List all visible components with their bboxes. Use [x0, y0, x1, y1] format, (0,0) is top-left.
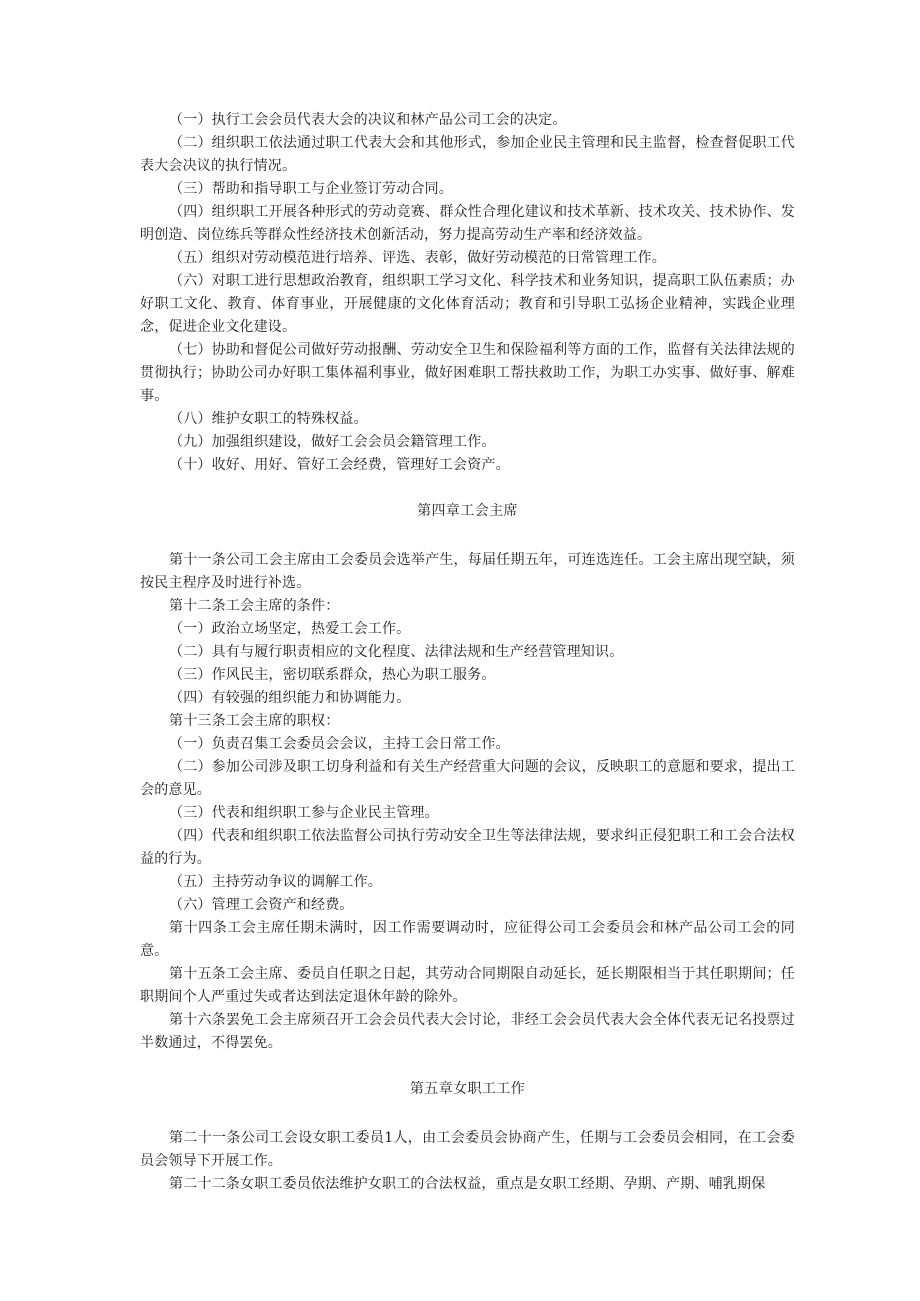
- chapter-4-heading: 第四章工会主席: [417, 503, 518, 519]
- article-13-item-2: （二）参加公司涉及职工切身利益和有关生产经营重大问题的会议，反映职工的意愿和要求，提出工会的意见。: [140, 759, 795, 798]
- duty-item-4: （四）组织职工开展各种形式的劳动竞赛、群众性合理化建议和技术革新、技术攻关、技术协作、发明创造、岗位练兵等群众性经济技术创新活动，努力提高劳动生产率和经济效益。: [140, 204, 795, 243]
- chapter-4-body: [140, 549, 795, 1055]
- document-body: [140, 109, 795, 1196]
- article-13-item-6: （六）管理工会资产和经费。: [169, 897, 354, 913]
- article-12-item-3: （三）作风民主，密切联系群众，热心为职工服务。: [169, 667, 496, 683]
- spacer: [140, 1055, 795, 1078]
- duty-item-7: （七）协助和督促公司做好劳动报酬、劳动安全卫生和保险福利等方面的工作，监督有关法律法规的贯彻执行；协助公司办好职工集体福利事业，做好困难职工帮扶救助工作，为职工办实事、做好事、解难事。: [140, 342, 795, 404]
- chapter-5-heading: 第五章女职工工作: [409, 1081, 526, 1097]
- article-22: 第二十二条女职工委员依法维护女职工的合法权益，重点是女职工经期、孕期、产期、哺乳期保: [169, 1176, 766, 1192]
- article-11: 第十一条公司工会主席由工会委员会选举产生，每届任期五年，可连选连任。工会主席出现空缺，须按民主程序及时进行补选。: [140, 552, 795, 591]
- spacer: [140, 523, 795, 549]
- duty-item-9: （九）加强组织建设，做好工会会员会籍管理工作。: [169, 434, 496, 450]
- article-15: 第十五条工会主席、委员自任职之日起，其劳动合同期限自动延长，延长期限相当于其任职期间；任职期间个人严重过失或者达到法定退休年龄的除外。: [140, 966, 795, 1005]
- article-13-item-1: （一）负责召集工会委员会会议，主持工会日常工作。: [169, 736, 510, 752]
- spacer: [140, 1101, 795, 1127]
- duty-item-1: （一）执行工会会员代表大会的决议和林产品公司工会的决定。: [169, 112, 567, 128]
- duty-item-10: （十）收好、用好、管好工会经费，管理好工会资产。: [169, 457, 510, 473]
- article-12-item-1: （一）政治立场坚定，热爱工会工作。: [169, 621, 411, 637]
- duty-item-5: （五）组织对劳动模范进行培养、评选、表彰，做好劳动模范的日常管理工作。: [169, 250, 666, 266]
- article-12-item-4: （四）有较强的组织能力和协调能力。: [169, 690, 411, 706]
- chapter-5-body: [140, 1127, 795, 1196]
- article-12: 第十二条工会主席的条件：: [169, 598, 340, 614]
- article-21: 第二十一条公司工会设女职工委员1人，由工会委员会协商产生，任期与工会委员会相同，在工会委员会领导下开展工作。: [140, 1130, 795, 1169]
- article-13-item-3: （三）代表和组织职工参与企业民主管理。: [169, 805, 439, 821]
- duty-item-3: （三）帮助和指导职工与企业签订劳动合同。: [169, 181, 453, 197]
- spacer: [140, 477, 795, 500]
- duty-item-6: （六）对职工进行思想政治教育，组织职工学习文化、科学技术和业务知识，提高职工队伍素质；办好职工文化、教育、体育事业，开展健康的文化体育活动；教育和引导职工弘扬企业精神，实践企业理念，促进企业文化建设。: [140, 273, 795, 335]
- article-13-item-4: （四）代表和组织职工依法监督公司执行劳动安全卫生等法律法规，要求纠正侵犯职工和工会合法权益的行为。: [140, 828, 795, 867]
- article-12-item-2: （二）具有与履行职责相应的文化程度、法律法规和生产经营管理知识。: [169, 644, 624, 660]
- article-13: 第十三条工会主席的职权：: [169, 713, 340, 729]
- article-16: 第十六条罢免工会主席须召开工会会员代表大会讨论，非经工会会员代表大会全体代表无记名投票过半数通过，不得罢免。: [140, 1012, 795, 1051]
- duty-item-8: （八）维护女职工的特殊权益。: [169, 411, 368, 427]
- article-14: 第十四条工会主席任期未满时，因工作需要调动时，应征得公司工会委员会和林产品公司工会的同意。: [140, 920, 795, 959]
- article-13-item-5: （五）主持劳动争议的调解工作。: [169, 874, 382, 890]
- section-duties-list: [140, 109, 795, 477]
- duty-item-2: （二）组织职工依法通过职工代表大会和其他形式，参加企业民主管理和民主监督，检查督促职工代表大会决议的执行情况。: [140, 135, 795, 174]
